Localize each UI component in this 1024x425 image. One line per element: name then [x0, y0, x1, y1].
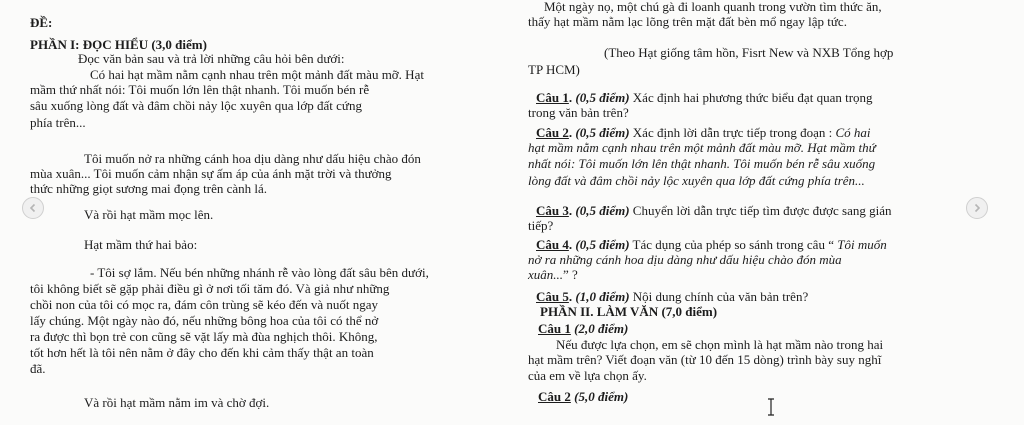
question-separator: .: [568, 203, 576, 218]
question-label: Câu 2: [536, 125, 569, 140]
question-label: Câu 3: [536, 203, 569, 218]
question-text: Xác định hai phương thức biểu đạt quan trọng: [629, 90, 873, 105]
question-quote: hạt mầm nằm cạnh nhau trên một mảnh đất màu mỡ. Hạt mầm thứ: [528, 140, 876, 155]
section-reading-heading: PHẦN I: ĐỌC HIỂU (3,0 điểm): [30, 37, 207, 52]
question-text: của em về lựa chọn ấy.: [528, 368, 647, 383]
chevron-left-icon: [28, 203, 38, 213]
chevron-right-icon: [972, 203, 982, 213]
question-separator: .: [568, 237, 576, 252]
question-text: Chuyển lời dẫn trực tiếp tìm được được sang gián: [629, 203, 892, 218]
source-citation: (Theo Hạt giống tâm hồn, Fisrt New và NXB Tổng hợp: [604, 45, 894, 60]
passage-line: Hạt mầm thứ hai bảo:: [84, 237, 198, 252]
question-text: Xác định lời dẫn trực tiếp trong đoạn :: [629, 125, 836, 140]
question-text: hạt mầm trên? Viết đoạn văn (từ 10 đến 15 dòng) trình bày suy nghĩ: [528, 352, 882, 367]
question-quote: Có hai: [835, 125, 871, 140]
prev-page-button[interactable]: [22, 197, 44, 219]
passage-line: phía trên...: [30, 115, 86, 130]
question-2: [536, 126, 871, 140]
question-label: Câu 1: [538, 321, 571, 336]
reading-instruction: Đọc văn bản sau và trả lời những câu hỏi bên dưới:: [78, 51, 345, 66]
question-quote: nở ra những cánh hoa dịu dàng như dấu hiệu chào đón mùa: [528, 252, 842, 267]
question-text: Nếu được lựa chọn, em sẽ chọn mình là hạt mầm nào trong hai: [556, 337, 884, 352]
passage-line: - Tôi sợ lắm. Nếu bén những nhánh rễ vào lòng đất sâu bên dưới,: [90, 265, 429, 280]
question-3: [536, 204, 892, 218]
question-separator: .: [568, 289, 576, 304]
passage-line: tôi không biết sẽ gặp phải điều gì ở nơi tối tăm đó. Và giả như những: [30, 281, 390, 296]
question-points: (1,0 điểm): [575, 289, 630, 304]
question-points: (5,0 điểm): [570, 389, 629, 404]
text-cursor-icon: [767, 398, 775, 416]
passage-line: thấy hạt mầm nằm lạc lõng trên mặt đất bèn mổ ngay lập tức.: [528, 14, 847, 29]
writing-question-2: [538, 390, 628, 404]
question-quote: lòng đất và đâm chồi nảy lộc xuyên qua lớp đất cứng phía trên...: [528, 173, 865, 188]
passage-line: Và rồi hạt mầm nằm im và chờ đợi.: [84, 395, 270, 410]
question-quote: Tôi muốn: [837, 237, 887, 252]
question-label: Câu 1: [536, 90, 569, 105]
exam-title: ĐỀ:: [30, 15, 53, 30]
writing-question-1: [538, 322, 628, 336]
passage-line: ra được thì bọn trẻ con cũng sẽ vặt lấy mà đùa nghịch thôi. Không,: [30, 329, 378, 344]
question-separator: .: [568, 125, 576, 140]
passage-line: thức những giọt sương mai đọng trên cành lá.: [30, 181, 268, 196]
passage-line: mầm thứ nhất nói: Tôi muốn lớn lên thật nhanh. Tôi muốn bén rễ: [30, 82, 370, 97]
question-text: trong văn bản trên?: [528, 105, 629, 120]
question-points: (0,5 điểm): [575, 125, 630, 140]
passage-line: chồi non của tôi có mọc ra, đám côn trùng sẽ kéo đến và nuốt ngay: [30, 297, 379, 312]
question-label: Câu 2: [538, 389, 571, 404]
question-points: (0,5 điểm): [575, 203, 630, 218]
source-citation: TP HCM): [528, 62, 580, 77]
question-points: (2,0 điểm): [570, 321, 629, 336]
passage-line: tốt hơn hết là tôi nên nằm ở đây cho đến khi cảm thấy thật an toàn: [30, 345, 374, 360]
passage-line: Một ngày nọ, một chú gà đi loanh quanh trong vườn tìm thức ăn,: [544, 0, 882, 14]
question-label: Câu 4: [536, 237, 569, 252]
question-points: (0,5 điểm): [575, 90, 630, 105]
section-writing-heading: PHẦN II. LÀM VĂN (7,0 điểm): [540, 304, 718, 319]
question-4-end: [528, 268, 578, 282]
passage-line: Và rồi hạt mầm mọc lên.: [84, 207, 214, 222]
passage-line: Có hai hạt mầm nằm cạnh nhau trên một mảnh đất màu mỡ. Hạt: [90, 67, 424, 82]
passage-line: lấy chúng. Một ngày nào đó, nếu những bông hoa của tôi có thể nở: [30, 313, 379, 328]
question-text: Tác dụng của phép so sánh trong câu “: [629, 237, 838, 252]
passage-line: sâu xuống lòng đất và đâm chồi nảy lộc xuyên qua lớp đất cứng: [30, 98, 362, 113]
question-text: Nội dung chính của văn bản trên?: [629, 289, 809, 304]
passage-line: Tôi muốn nở ra những cánh hoa dịu dàng như dấu hiệu chào đón: [84, 151, 421, 166]
question-points: (0,5 điểm): [575, 237, 630, 252]
question-quote: nhất nói: Tôi muốn lớn lên thật nhanh. Tôi muốn bén rễ sâu xuống: [528, 156, 876, 171]
question-1: [536, 91, 873, 105]
question-text: ” ?: [563, 267, 578, 282]
next-page-button[interactable]: [966, 197, 988, 219]
question-quote: xuân...: [528, 267, 564, 282]
question-text: tiếp?: [528, 218, 554, 233]
question-4: [536, 238, 887, 252]
passage-line: mùa xuân... Tôi muốn cảm nhận sự ấm áp của ánh mặt trời và thưởng: [30, 166, 392, 181]
question-separator: .: [568, 90, 576, 105]
passage-line: đã.: [30, 361, 46, 376]
question-5: [536, 290, 808, 304]
question-label: Câu 5: [536, 289, 569, 304]
